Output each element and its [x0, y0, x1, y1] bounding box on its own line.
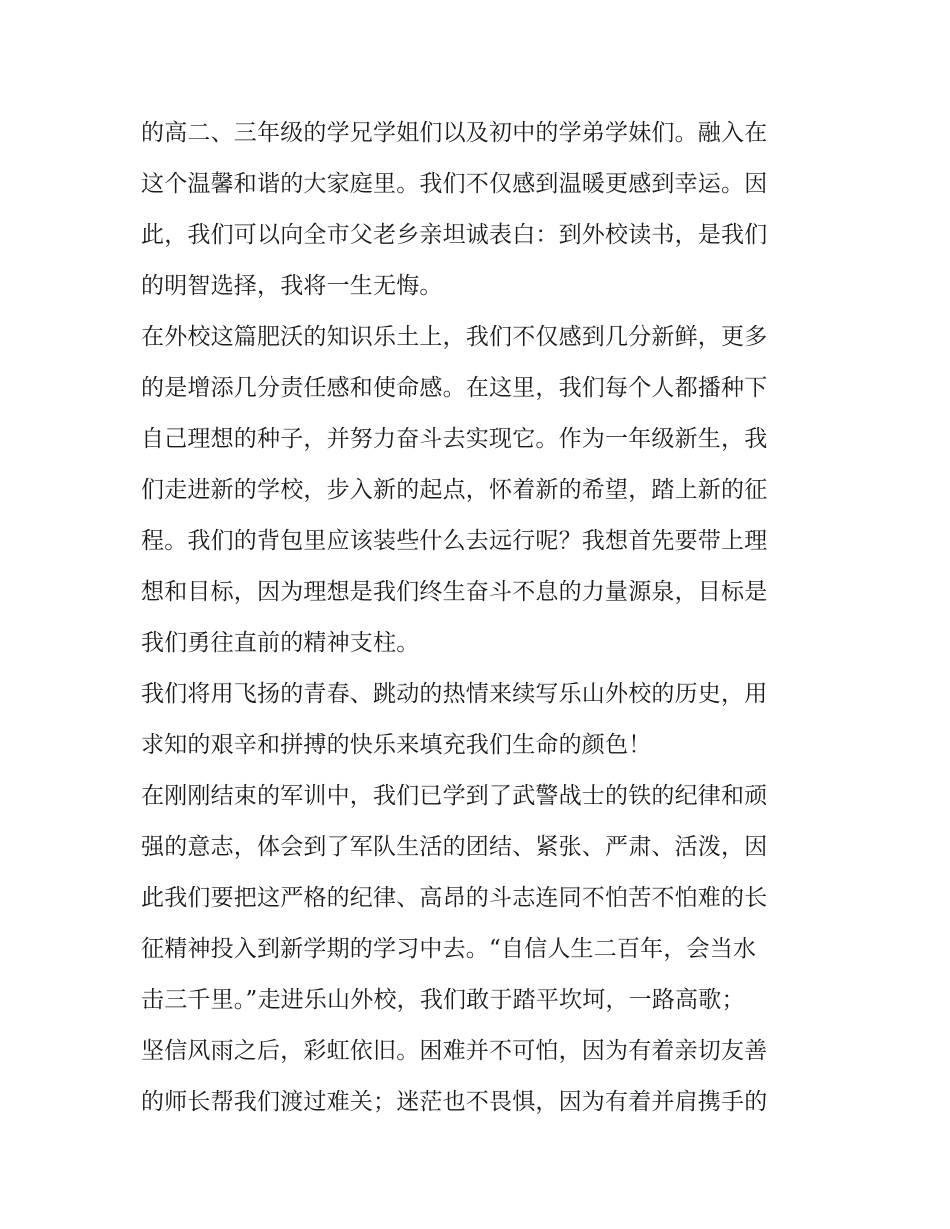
- text-line: 在刚刚结束的军训中，我们已学到了武警战士的铁的纪律和顽: [141, 783, 768, 809]
- text-line: 强的意志，体会到了军队生活的团结、紧张、严肃、活泼，因: [141, 834, 768, 860]
- text-line: 的师长帮我们渡过难关；迷茫也不畏惧，因为有着并肩携手的: [141, 1089, 768, 1115]
- text-line: 想和目标，因为理想是我们终生奋斗不息的力量源泉，目标是: [141, 579, 768, 605]
- text-line: 此我们要把这严格的纪律、高昂的斗志连同不怕苦不怕难的长: [141, 885, 768, 911]
- text-line: 程。我们的背包里应该装些什么去远行呢？我想首先要带上理: [141, 528, 768, 554]
- text-line: 此，我们可以向全市父老乡亲坦诚表白：到外校读书，是我们: [141, 222, 768, 248]
- text-line: 的是增添几分责任感和使命感。在这里，我们每个人都播种下: [141, 375, 768, 401]
- text-line: 在外校这篇肥沃的知识乐土上，我们不仅感到几分新鲜，更多: [141, 324, 768, 350]
- text-line: 的明智选择，我将一生无悔。: [141, 273, 443, 299]
- text-line: 征精神投入到新学期的学习中去。“自信人生二百年，会当水: [141, 936, 757, 962]
- text-line: 自己理想的种子，并努力奋斗去实现它。作为一年级新生，我: [141, 426, 768, 452]
- text-line: 这个温馨和谐的大家庭里。我们不仅感到温暖更感到幸运。因: [141, 171, 768, 197]
- text-line: 坚信风雨之后，彩虹依旧。困难并不可怕，因为有着亲切友善: [141, 1038, 768, 1064]
- text-line: 我们勇往直前的精神支柱。: [141, 630, 420, 656]
- text-line: 击三千里。”走进乐山外校，我们敢于踏平坎坷，一路高歌；: [141, 987, 745, 1013]
- text-line: 我们将用飞扬的青春、跳动的热情来续写乐山外校的历史，用: [141, 681, 768, 707]
- text-line: 的高二、三年级的学兄学姐们以及初中的学弟学妹们。融入在: [141, 120, 768, 146]
- text-line: 求知的艰辛和拼搏的快乐来填充我们生命的颜色！: [141, 732, 652, 758]
- body-text: [141, 108, 813, 1128]
- text-line: 们走进新的学校，步入新的起点，怀着新的希望，踏上新的征: [141, 477, 768, 503]
